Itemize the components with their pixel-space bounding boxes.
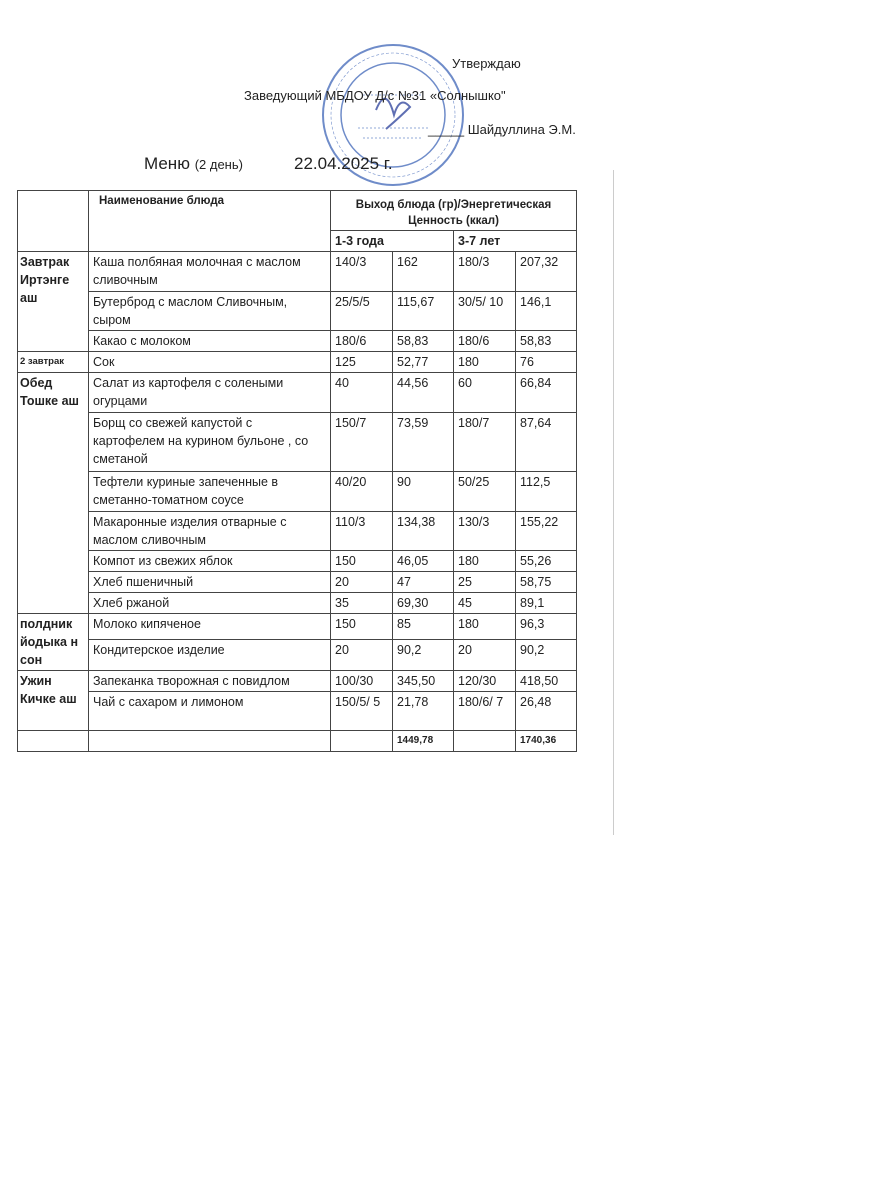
meal-group-label: Завтрак Иртэнге аш xyxy=(18,252,89,352)
table-row xyxy=(18,472,577,512)
head-position: Заведующий МБДОУ Д/с №31 «Солнышко" xyxy=(244,88,506,103)
menu-table xyxy=(17,190,577,752)
table-row xyxy=(18,614,577,640)
signer-name-text: Шайдуллина Э.М. xyxy=(467,122,576,137)
header-age-3-7: 3-7 лет xyxy=(454,231,577,252)
weight-3-7: 130/3 xyxy=(454,512,516,551)
weight-3-7: 180/3 xyxy=(454,252,516,292)
dish-name: Сок xyxy=(89,352,331,373)
menu-title xyxy=(144,154,243,174)
total-empty xyxy=(89,731,331,752)
table-row xyxy=(18,551,577,572)
weight-3-7: 180/6/ 7 xyxy=(454,692,516,731)
total-empty xyxy=(454,731,516,752)
kcal-1-3: 58,83 xyxy=(393,331,454,352)
dish-name: Салат из картофеля с солеными огурцами xyxy=(89,373,331,413)
weight-1-3: 20 xyxy=(331,572,393,593)
weight-3-7: 180/6 xyxy=(454,331,516,352)
kcal-3-7: 76 xyxy=(516,352,577,373)
dish-name: Кондитерское изделие xyxy=(89,640,331,671)
signature-line: _____ xyxy=(428,122,468,137)
dish-name: Молоко кипяченое xyxy=(89,614,331,640)
kcal-3-7: 58,83 xyxy=(516,331,577,352)
total-kcal-3-7: 1740,36 xyxy=(516,731,577,752)
table-row xyxy=(18,413,577,472)
weight-3-7: 180 xyxy=(454,614,516,640)
kcal-1-3: 73,59 xyxy=(393,413,454,472)
kcal-3-7: 26,48 xyxy=(516,692,577,731)
dish-name: Хлеб пшеничный xyxy=(89,572,331,593)
kcal-3-7: 89,1 xyxy=(516,593,577,614)
scan-edge xyxy=(613,170,614,835)
dish-name: Борщ со свежей капустой с картофелем на курином бульоне , со сметаной xyxy=(89,413,331,472)
weight-3-7: 45 xyxy=(454,593,516,614)
kcal-1-3: 46,05 xyxy=(393,551,454,572)
weight-3-7: 25 xyxy=(454,572,516,593)
kcal-3-7: 155,22 xyxy=(516,512,577,551)
signer-name xyxy=(428,122,576,137)
weight-1-3: 180/6 xyxy=(331,331,393,352)
weight-1-3: 150 xyxy=(331,551,393,572)
kcal-1-3: 90 xyxy=(393,472,454,512)
weight-1-3: 100/30 xyxy=(331,671,393,692)
weight-3-7: 30/5/ 10 xyxy=(454,292,516,331)
dish-name: Бутерброд с маслом Сливочным, сыром xyxy=(89,292,331,331)
weight-3-7: 180 xyxy=(454,551,516,572)
kcal-3-7: 90,2 xyxy=(516,640,577,671)
kcal-3-7: 207,32 xyxy=(516,252,577,292)
weight-3-7: 50/25 xyxy=(454,472,516,512)
dish-name: Макаронные изделия отварные с маслом сливочным xyxy=(89,512,331,551)
kcal-3-7: 58,75 xyxy=(516,572,577,593)
weight-3-7: 180 xyxy=(454,352,516,373)
table-row xyxy=(18,593,577,614)
weight-1-3: 150/5/ 5 xyxy=(331,692,393,731)
approval-label: Утверждаю xyxy=(452,56,521,71)
kcal-1-3: 345,50 xyxy=(393,671,454,692)
menu-title-text: Меню xyxy=(144,154,190,173)
table-row xyxy=(18,692,577,731)
table-row xyxy=(18,572,577,593)
total-row xyxy=(18,731,577,752)
weight-1-3: 110/3 xyxy=(331,512,393,551)
meal-group-label: Ужин Кичке аш xyxy=(18,671,89,731)
kcal-3-7: 87,64 xyxy=(516,413,577,472)
kcal-3-7: 66,84 xyxy=(516,373,577,413)
dish-name: Чай с сахаром и лимоном xyxy=(89,692,331,731)
table-row xyxy=(18,352,577,373)
total-empty xyxy=(331,731,393,752)
table-row xyxy=(18,373,577,413)
weight-3-7: 20 xyxy=(454,640,516,671)
kcal-3-7: 55,26 xyxy=(516,551,577,572)
weight-1-3: 125 xyxy=(331,352,393,373)
dish-name: Каша полбяная молочная с маслом сливочным xyxy=(89,252,331,292)
dish-name: Хлеб ржаной xyxy=(89,593,331,614)
kcal-1-3: 90,2 xyxy=(393,640,454,671)
kcal-1-3: 85 xyxy=(393,614,454,640)
weight-3-7: 180/7 xyxy=(454,413,516,472)
dish-name: Запеканка творожная с повидлом xyxy=(89,671,331,692)
kcal-1-3: 21,78 xyxy=(393,692,454,731)
table-row xyxy=(18,640,577,671)
weight-1-3: 35 xyxy=(331,593,393,614)
weight-3-7: 120/30 xyxy=(454,671,516,692)
table-row xyxy=(18,292,577,331)
meal-group-label: Обед Тошке аш xyxy=(18,373,89,614)
meal-group-label: полдник йодыка н сон xyxy=(18,614,89,671)
kcal-1-3: 47 xyxy=(393,572,454,593)
table-row xyxy=(18,512,577,551)
kcal-1-3: 52,77 xyxy=(393,352,454,373)
header-dish-name: Наименование блюда xyxy=(89,191,331,252)
table-row xyxy=(18,671,577,692)
kcal-3-7: 112,5 xyxy=(516,472,577,512)
kcal-1-3: 44,56 xyxy=(393,373,454,413)
weight-3-7: 60 xyxy=(454,373,516,413)
header-output: Выход блюда (гр)/Энергетическая Ценность (ккал) xyxy=(331,191,577,231)
dish-name: Компот из свежих яблок xyxy=(89,551,331,572)
weight-1-3: 140/3 xyxy=(331,252,393,292)
header-empty-cell xyxy=(18,191,89,252)
weight-1-3: 25/5/5 xyxy=(331,292,393,331)
kcal-1-3: 69,30 xyxy=(393,593,454,614)
weight-1-3: 150/7 xyxy=(331,413,393,472)
total-kcal-1-3: 1449,78 xyxy=(393,731,454,752)
menu-day: (2 день) xyxy=(194,157,243,172)
table-row xyxy=(18,252,577,292)
header-age-1-3: 1-3 года xyxy=(331,231,454,252)
kcal-1-3: 162 xyxy=(393,252,454,292)
dish-name: Какао с молоком xyxy=(89,331,331,352)
kcal-1-3: 134,38 xyxy=(393,512,454,551)
kcal-3-7: 96,3 xyxy=(516,614,577,640)
total-empty xyxy=(18,731,89,752)
weight-1-3: 20 xyxy=(331,640,393,671)
kcal-1-3: 115,67 xyxy=(393,292,454,331)
menu-date: 22.04.2025 г. xyxy=(294,154,393,173)
table-row xyxy=(18,331,577,352)
weight-1-3: 40 xyxy=(331,373,393,413)
dish-name: Тефтели куриные запеченные в сметанно-томатном соусе xyxy=(89,472,331,512)
weight-1-3: 40/20 xyxy=(331,472,393,512)
kcal-3-7: 146,1 xyxy=(516,292,577,331)
kcal-3-7: 418,50 xyxy=(516,671,577,692)
weight-1-3: 150 xyxy=(331,614,393,640)
meal-group-label: 2 завтрак xyxy=(18,352,89,373)
